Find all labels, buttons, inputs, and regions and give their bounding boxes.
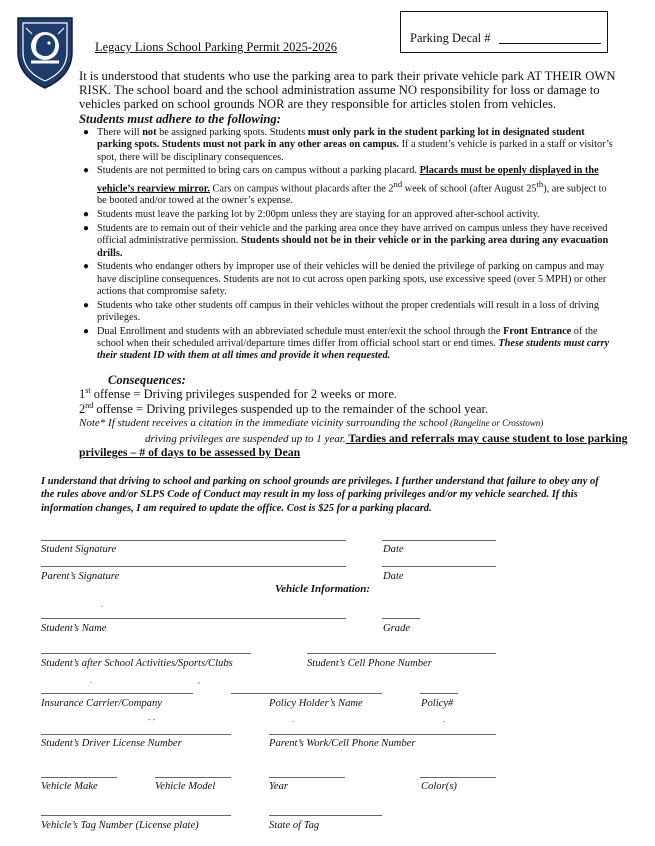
vehicle-model-label: Vehicle Model [155,781,216,792]
driver-license-field[interactable] [41,734,231,735]
tag-number-field[interactable] [41,815,231,816]
date-field[interactable] [382,566,496,567]
school-crest-logo [14,12,76,90]
rule-item: ● Students must leave the parking lot by 2:00pm unless they are staying for an approved after-school activity. [83,209,540,221]
intro-paragraph: It is understood that students who use the parking area to park their private vehicle park AT THEIR OWN RISK. The school board and the school administration assume NO responsibility for loss or damage to vehicles parked on school grounds NOR are they responsible for articles stolen from vehicles. [79,69,616,111]
vehicle-make-field[interactable] [41,777,117,778]
parking-decal-field[interactable] [499,43,601,44]
parent-signature-label: Parent’s Signature [41,571,120,582]
rule-item: ● There will not be assigned parking spots. Students must only park in the student parking lot in designated student parking spots. Students must not park in any other areas on campus. If a student’s vehicle is parked in a staff or visitor’s spot, there will be disciplinary consequences. [83,127,613,163]
policy-number-label: Policy# [421,698,454,709]
bullet-icon: ● [83,209,90,221]
first-offense: 1st offense = Driving privileges suspended for 2 weeks or more. [79,386,397,402]
bullet-icon: ● [83,261,90,273]
cell-phone-field[interactable] [307,653,496,654]
rule-item: ● Students are to remain out of their vehicle and the parking area once they have arrived on campus unless they have received official administrative permission. Students should not be in their vehicle or in the parking area during any evacuation drills. [83,223,609,259]
tag-number-label: Vehicle’s Tag Number (License plate) [41,820,199,831]
vehicle-info-heading: Vehicle Information: [275,583,371,595]
vehicle-model-field[interactable] [155,777,231,778]
grade-label: Grade [383,623,411,634]
grade-field[interactable] [382,618,420,619]
year-field[interactable] [269,777,345,778]
parent-phone-field[interactable] [269,734,496,735]
activities-label: Student’s after School Activities/Sports/Clubs [41,658,233,669]
second-offense: 2nd offense = Driving privileges suspended up to the remainder of the school year. [79,401,489,417]
parking-decal-label: Parking Decal # [410,31,491,45]
policy-holder-label: Policy Holder’s Name [269,698,363,709]
vehicle-make-label: Vehicle Make [41,781,98,792]
rule-item: ● Dual Enrollment and students with an abbreviated schedule must enter/exit the school through the Front Entrance of the school when their scheduled arrival/departure times differ from official school start or end times. These students must carry their student ID with them at all times and provide it when requested. [83,325,610,362]
activities-field[interactable] [41,653,251,654]
rules-heading: Students must adhere to the following: [79,112,281,126]
rules-list [83,127,617,364]
pledge-statement: I understand that driving to school and parking on school grounds are privileges. I further understand that failure to obey any of the rules above and/or SLPS Code of Conduct may result in my loss of parking privileges and/or my vehicle searched. If this information changes, I am required to update the office. Cost is $25 for a parking placard. [41,476,599,514]
insurance-label: Insurance Carrier/Company [41,698,162,709]
date-label: Date [383,544,404,555]
color-field[interactable] [420,777,496,778]
color-label: Color(s) [421,781,457,792]
rule-item: ● Students are not permitted to bring cars on campus without a parking placard. Placards must be openly displayed in the vehicle’s rearview mirror. Cars on campus without placards after the 2nd week of school (after August 25th), are subject to be booted and/or towed at the owner’s expense. [83,165,607,207]
driver-license-label: Student’s Driver License Number [41,738,182,749]
citation-note: Note* If student receives a citation in the immediate vicinity surrounding the school (Rangeline or Crosstown) [79,417,544,429]
year-label: Year [269,781,289,792]
student-name-field[interactable] [41,618,346,619]
citation-note-continued: driving privileges are suspended up to 1 year. Tardies and referrals may cause student to lose parking privileges – # of days to be assessed by Dean [79,431,628,459]
bullet-icon: ● [83,165,90,177]
bullet-icon: ● [83,127,90,138]
date-field[interactable] [382,540,496,541]
policy-number-field[interactable] [420,693,458,694]
consequences-heading: Consequences: [108,373,186,387]
rule-item: ● Students who take other students off campus in their vehicles without the proper credentials will result in a loss of driving privileges. [83,299,599,324]
policy-holder-field[interactable] [231,693,382,694]
cell-phone-label: Student’s Cell Phone Number [307,658,432,669]
state-of-tag-label: State of Tag [269,820,320,831]
parking-decal-box [400,11,608,53]
rule-item: ● Students who endanger others by improper use of their vehicles will be denied the privilege of parking on campus and may have discipline consequences. Students are not to cut across open parking spots, use excessive speed (over 5 MPH) or other actions that compromise safety. [83,261,607,297]
parent-phone-label: Parent’s Work/Cell Phone Number [269,738,416,749]
student-signature-field[interactable] [41,540,346,541]
state-of-tag-field[interactable] [269,815,382,816]
student-name-label: Student’s Name [41,623,107,634]
bullet-icon: ● [83,223,90,234]
student-signature-label: Student Signature [41,544,117,555]
parent-signature-field[interactable] [41,566,346,567]
bullet-icon: ● [83,299,90,311]
date-label: Date [383,571,404,582]
page-title: Legacy Lions School Parking Permit 2025-2026 [95,40,337,54]
bullet-icon: ● [83,325,90,337]
insurance-field[interactable] [41,693,193,694]
